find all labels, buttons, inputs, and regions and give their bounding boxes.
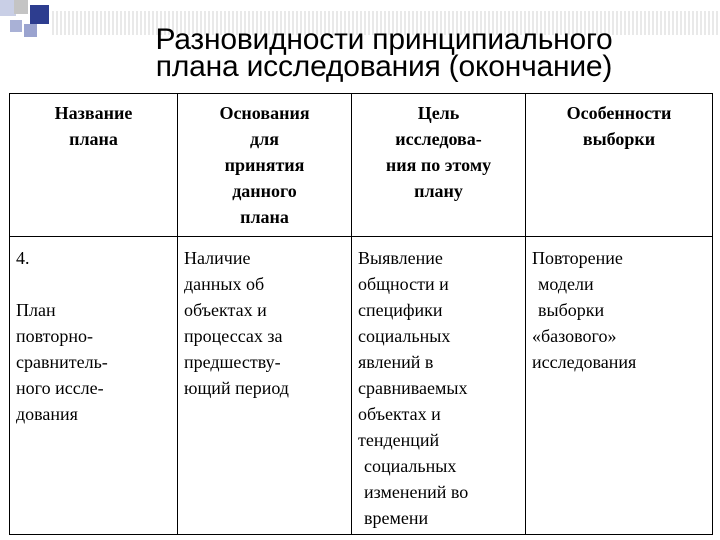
cell-line: ющий период <box>184 378 289 398</box>
cell-basis <box>178 237 352 535</box>
cell-line: модели <box>538 274 594 294</box>
cell-line: План <box>16 300 56 320</box>
header-plan-name <box>10 94 178 237</box>
header-line: Цель <box>417 103 460 123</box>
decor-square <box>24 24 37 37</box>
table-row <box>10 237 713 535</box>
cell-line: процессах за <box>184 326 283 346</box>
corner-decoration <box>0 0 56 42</box>
cell-goal <box>352 237 526 535</box>
research-plan-table <box>9 93 713 535</box>
header-line: ния по этому <box>385 155 492 175</box>
header-basis <box>178 94 352 237</box>
header-line: Особенности <box>566 103 672 123</box>
plan-number: 4. <box>16 248 30 268</box>
cell-line: Выявление <box>358 248 443 268</box>
header-line: данного <box>232 181 297 201</box>
cell-line: исследования <box>532 352 637 372</box>
header-line: выборки <box>582 129 656 149</box>
cell-line: общности и <box>358 274 449 294</box>
cell-line: «базового» <box>532 326 617 346</box>
cell-line: объектах и <box>358 404 441 424</box>
decor-square <box>30 5 49 24</box>
cell-line: социальных <box>358 326 451 346</box>
header-line: исследова- <box>395 129 482 149</box>
cell-line: сравниваемых <box>358 378 468 398</box>
header-goal <box>352 94 526 237</box>
title-line: Разновидности принципиального <box>155 23 613 56</box>
cell-line: Наличие <box>184 248 251 268</box>
cell-line: повторно- <box>16 326 93 346</box>
decor-square <box>14 0 28 14</box>
cell-line: социальных <box>364 456 457 476</box>
slide-title <box>64 23 704 83</box>
cell-line: выборки <box>538 300 605 320</box>
cell-line: ного иссле- <box>16 378 104 398</box>
cell-line: специфики <box>358 300 443 320</box>
header-sample <box>526 94 713 237</box>
header-line: плану <box>414 181 463 201</box>
decor-square <box>10 20 22 32</box>
cell-line: тенденций <box>358 430 440 450</box>
cell-line: объектах и <box>184 300 267 320</box>
cell-line: сравнитель- <box>16 352 108 372</box>
cell-line: Повторение <box>532 248 623 268</box>
cell-line: времени <box>364 508 429 528</box>
cell-line: данных об <box>184 274 265 294</box>
header-line: принятия <box>224 155 305 175</box>
cell-line: предшеству- <box>184 352 281 372</box>
title-line: плана исследования (окончание) <box>155 50 613 83</box>
cell-line: изменений во <box>364 482 469 502</box>
cell-plan-name <box>10 237 178 535</box>
header-line: плана <box>69 129 118 149</box>
header-line: для <box>250 129 279 149</box>
header-line: Основания <box>219 103 310 123</box>
cell-line: дования <box>16 404 78 424</box>
cell-sample <box>526 237 713 535</box>
header-line: плана <box>240 207 289 227</box>
header-line: Название <box>54 103 133 123</box>
table-header-row <box>10 94 713 237</box>
cell-line: явлений в <box>358 352 434 372</box>
